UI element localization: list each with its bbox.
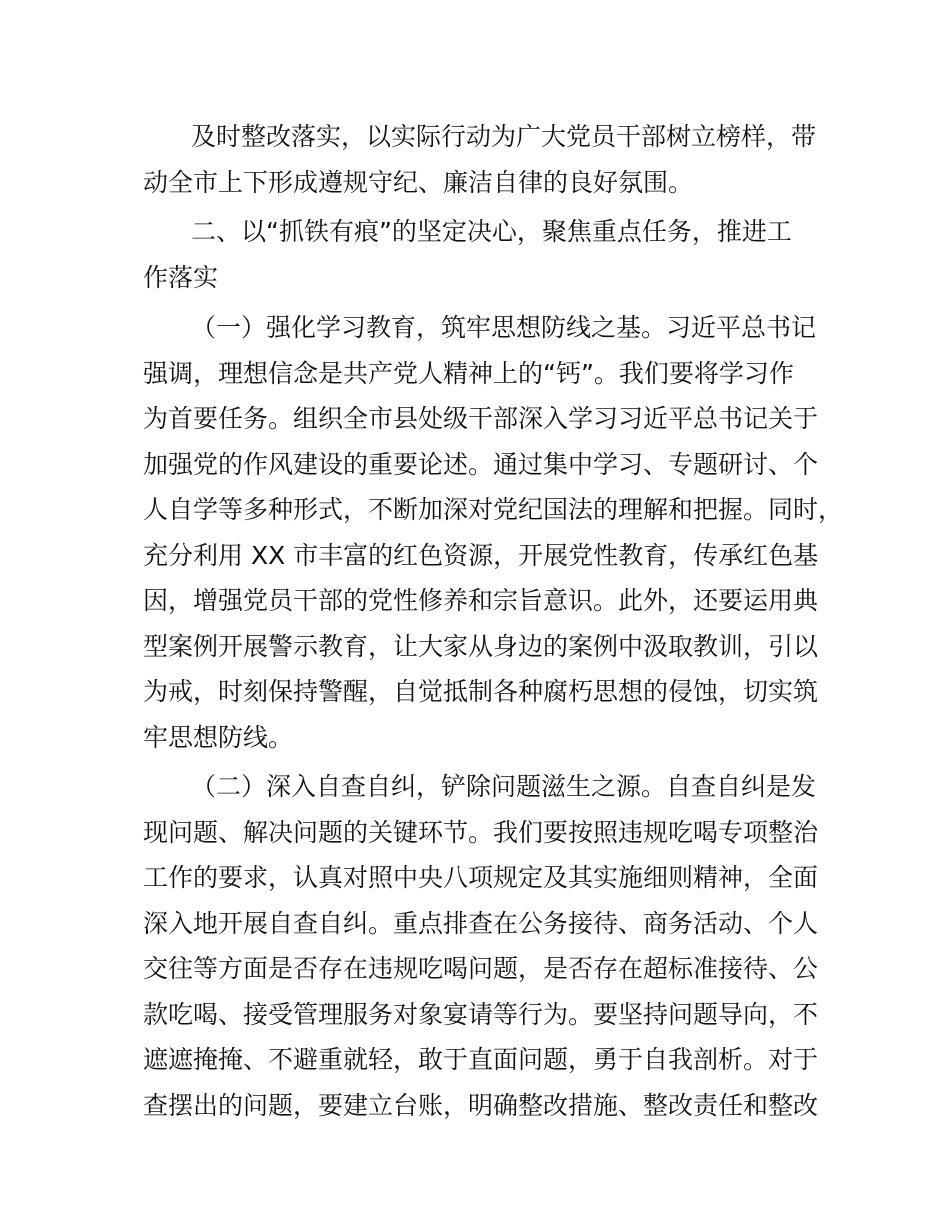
paragraph-4 <box>143 764 819 1128</box>
paragraph-line: 款吃喝、接受管理服务对象宴请等行为。要坚持问题导向，不 <box>143 999 819 1029</box>
paragraph-line: （一）强化学习教育，筑牢思想防线之基。习近平总书记 <box>191 313 817 342</box>
paragraph-line: （二）深入自查自纠，铲除问题滋生之源。自查自纠是发 <box>191 772 817 801</box>
section-heading-2 <box>143 209 815 300</box>
paragraph-line: 现问题、解决问题的关键环节。我们要按照违规吃喝专项整治 <box>143 817 819 847</box>
paragraph-line: 遮遮掩掩、不避重就轻，敢于直面问题，勇于自我剖析。对于 <box>143 1045 819 1074</box>
paragraph-line: 动全市上下形成遵规守纪、廉洁自律的良好氛围。 <box>143 167 694 197</box>
paragraph-line: 型案例开展警示教育，让大家从身边的案例中汲取教训，引以 <box>143 631 819 661</box>
paragraph-line: 加强党的作风建设的重要论述。通过集中学习、专题研讨、个 <box>143 449 819 479</box>
paragraph-line: 深入地开展自查自纠。重点排查在公务接待、商务活动、个人 <box>143 908 819 938</box>
heading-line: 作落实 <box>143 262 219 292</box>
paragraph-line: 充分利用 XX 市丰富的红色资源，开展党性教育，传承红色基 <box>143 540 819 570</box>
paragraph-line: 因，增强党员干部的党性修养和宗旨意识。此外，还要运用典 <box>143 586 819 615</box>
paragraph-line: 及时整改落实，以实际行动为广大党员干部树立榜样，带 <box>191 122 817 151</box>
heading-line: 二、以“抓铁有痕”的坚定决心，聚焦重点任务，推进工 <box>191 217 792 246</box>
paragraph-line: 查摆出的问题，要建立台账，明确整改措施、整改责任和整改 <box>143 1090 819 1120</box>
paragraph-line: 强调，理想信念是共产党人精神上的“钙”。我们要将学习作 <box>143 358 794 388</box>
paragraph-line: 交往等方面是否存在违规吃喝问题，是否存在超标准接待、公 <box>143 954 819 983</box>
paragraph-line: 工作的要求，认真对照中央八项规定及其实施细则精神，全面 <box>143 863 819 892</box>
paragraph-1 <box>143 114 815 205</box>
paragraph-3 <box>143 305 844 760</box>
paragraph-line: 为首要任务。组织全市县处级干部深入学习习近平总书记关于 <box>143 404 819 433</box>
paragraph-line: 人自学等多种形式，不断加深对党纪国法的理解和把握。同时， <box>143 495 844 524</box>
paragraph-line: 牢思想防线。 <box>143 722 294 752</box>
paragraph-line: 为戒，时刻保持警醒，自觉抵制各种腐朽思想的侵蚀，切实筑 <box>143 677 819 706</box>
